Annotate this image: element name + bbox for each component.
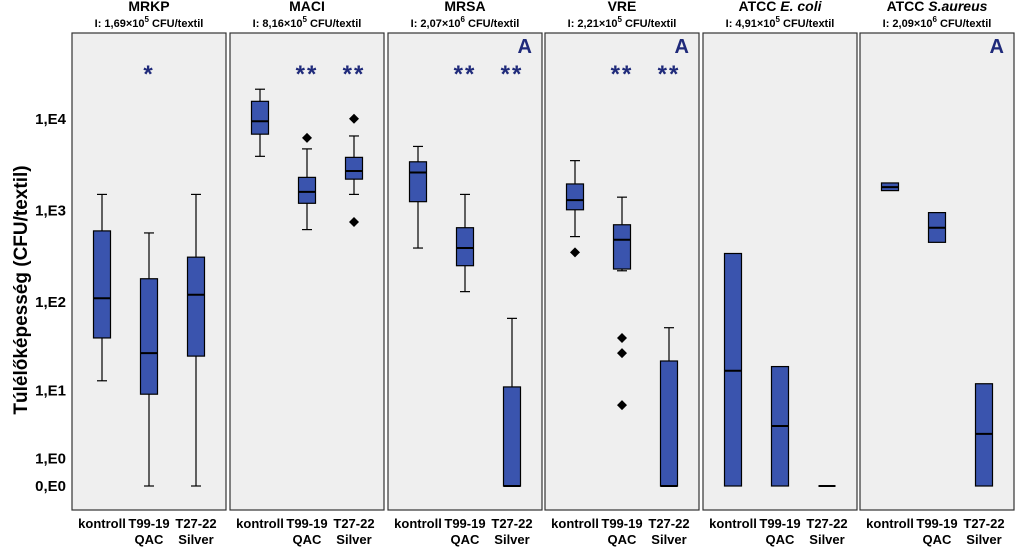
- significance-letter: A: [989, 36, 1004, 58]
- x-category-sublabel: Silver: [336, 532, 372, 547]
- box-body: [725, 253, 742, 486]
- inoculum-suffix: CFU/textil: [306, 18, 362, 30]
- panel-3: [388, 0, 542, 547]
- panel-title-main: ATCC: [738, 0, 781, 14]
- inoculum-suffix: CFU/textil: [779, 18, 835, 30]
- x-category-label: kontroll: [394, 516, 442, 531]
- box-body: [614, 225, 631, 269]
- significance-letter: A: [517, 36, 532, 58]
- y-tick-label: 1,E3: [35, 202, 66, 220]
- panel-title-main: VRE: [607, 0, 637, 14]
- panel-inoculum: [253, 15, 362, 30]
- x-category-sublabel: QAC: [450, 532, 480, 547]
- panel-title: [887, 0, 988, 14]
- inoculum-exponent: 5: [144, 15, 149, 24]
- panel-title-italic: E. coli: [780, 0, 822, 14]
- x-category-sublabel: QAC: [134, 532, 164, 547]
- y-tick-label: 0,E0: [35, 478, 66, 495]
- inoculum-suffix: CFU/textil: [464, 18, 520, 30]
- x-category-sublabel: QAC: [292, 532, 322, 547]
- panel-title-main: MACI: [289, 0, 325, 14]
- panel-inoculum: [883, 15, 992, 30]
- x-category-label: T99-19: [286, 516, 328, 531]
- panel-title: [289, 0, 325, 14]
- panel-inoculum: [568, 15, 677, 30]
- inoculum-exponent: 6: [460, 15, 465, 24]
- panel-1: [72, 0, 226, 547]
- box-body: [252, 101, 269, 134]
- panel-inoculum: [726, 15, 835, 30]
- x-category-sublabel: Silver: [494, 532, 530, 547]
- inoculum-suffix: CFU/textil: [936, 18, 992, 30]
- x-category-sublabel: Silver: [809, 532, 845, 547]
- significance-mark: *: [143, 61, 155, 88]
- inoculum-exponent: 6: [932, 15, 937, 24]
- panel-title: [739, 0, 823, 14]
- x-category-label: kontroll: [236, 516, 284, 531]
- x-category-sublabel: QAC: [607, 532, 637, 547]
- box-body: [141, 279, 158, 394]
- panel-title: [128, 0, 169, 14]
- y-axis-label: Túlélőképesség (CFU/textil): [11, 165, 32, 415]
- y-tick-label: 1,E0: [35, 450, 66, 468]
- panel-title-main: MRKP: [128, 0, 170, 14]
- x-category-label: T99-19: [444, 516, 486, 531]
- significance-mark: **: [657, 61, 681, 88]
- inoculum-exponent: 5: [302, 15, 307, 24]
- significance-mark: **: [342, 61, 366, 88]
- x-category-label: T27-22: [333, 516, 375, 531]
- y-tick-label: 1,E1: [35, 382, 66, 400]
- panel-6: [860, 0, 1014, 547]
- box-body: [346, 157, 363, 179]
- inoculum-prefix: I: 2,09×10: [882, 18, 933, 30]
- inoculum-exponent: 5: [775, 15, 780, 24]
- x-category-label: T99-19: [601, 516, 643, 531]
- inoculum-suffix: CFU/textil: [148, 18, 204, 30]
- significance-mark: **: [453, 61, 477, 88]
- x-category-sublabel: QAC: [765, 532, 795, 547]
- x-category-label: kontroll: [866, 516, 914, 531]
- panel-title-main: ATCC: [886, 0, 929, 14]
- box-body: [94, 231, 111, 338]
- panel-title-italic: S.aureus: [928, 0, 988, 14]
- significance-mark: **: [610, 61, 634, 88]
- inoculum-prefix: I: 4,91×10: [725, 18, 776, 30]
- x-category-sublabel: QAC: [922, 532, 952, 547]
- inoculum-suffix: CFU/textil: [621, 18, 677, 30]
- x-category-label: T27-22: [963, 516, 1005, 531]
- box-body: [410, 162, 427, 202]
- inoculum-prefix: I: 2,21×10: [567, 18, 618, 30]
- panel-inoculum: [411, 15, 520, 30]
- x-category-label: kontroll: [78, 516, 126, 531]
- inoculum-exponent: 5: [617, 15, 622, 24]
- panel-2: [230, 0, 384, 547]
- x-category-sublabel: Silver: [178, 532, 214, 547]
- y-tick-label: 1,E2: [35, 294, 66, 312]
- y-tick-label: 1,E4: [35, 110, 66, 128]
- box-body: [188, 257, 205, 356]
- panel-inoculum: [95, 15, 204, 30]
- box-body: [504, 387, 521, 486]
- inoculum-prefix: I: 2,07×10: [410, 18, 461, 30]
- panel-title-main: MRSA: [444, 0, 486, 14]
- x-category-label: kontroll: [709, 516, 757, 531]
- panel-4: [545, 0, 699, 547]
- x-category-sublabel: Silver: [966, 532, 1002, 547]
- x-category-label: T27-22: [175, 516, 217, 531]
- box-body: [976, 384, 993, 486]
- box-body: [457, 228, 474, 266]
- x-category-label: kontroll: [551, 516, 599, 531]
- significance-mark: **: [500, 61, 524, 88]
- inoculum-prefix: I: 8,16×10: [252, 18, 303, 30]
- panel-5: [703, 0, 857, 547]
- x-category-label: T99-19: [128, 516, 170, 531]
- x-category-label: T27-22: [648, 516, 690, 531]
- box-body: [299, 177, 316, 203]
- significance-letter: A: [674, 36, 689, 58]
- x-category-label: T27-22: [491, 516, 533, 531]
- panel-title: [444, 0, 485, 14]
- x-category-label: T27-22: [806, 516, 848, 531]
- x-category-sublabel: Silver: [651, 532, 687, 547]
- significance-mark: **: [295, 61, 319, 88]
- x-category-label: T99-19: [916, 516, 958, 531]
- box-body: [661, 361, 678, 486]
- box-body: [567, 184, 584, 210]
- x-category-label: T99-19: [759, 516, 801, 531]
- inoculum-prefix: I: 1,69×10: [94, 18, 145, 30]
- panel-title: [608, 0, 637, 14]
